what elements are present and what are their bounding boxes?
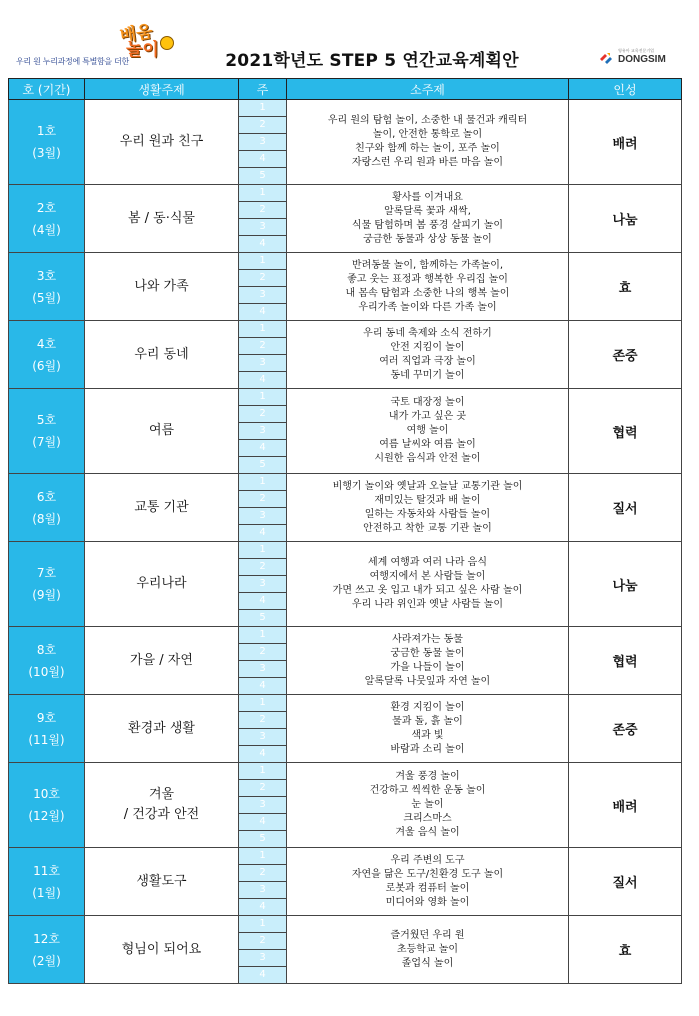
subtopic-line: 겨울 풍경 놀이 (395, 771, 460, 782)
subtopic-line: 내 몸속 탐험과 소중한 나의 행복 놀이 (345, 287, 510, 299)
subtopic-line: 동네 꾸미기 놀이 (390, 369, 465, 381)
week-number: 1 (239, 100, 287, 117)
character-trait: 배려 (569, 763, 682, 848)
theme-text: 우리 원과 친구 (119, 134, 204, 149)
subtopic-line: 우리 동네 축제와 소식 전하기 (363, 327, 492, 339)
theme-cell (85, 474, 239, 542)
subtopic-line: 반려동물 놀이, 함께하는 가족놀이, (351, 259, 504, 271)
theme-cell (85, 389, 239, 474)
week-number: 4 (239, 525, 287, 542)
subtopics-cell (287, 916, 569, 984)
subtopic-line: 우리 나라 위인과 옛날 사람들 놀이 (351, 599, 504, 610)
subtopic-line: 졸업식 놀이 (401, 957, 454, 969)
issue-month: (7월) (32, 435, 61, 449)
week-number: 1 (239, 848, 287, 865)
term-cell (9, 848, 85, 916)
week-number: 2 (239, 865, 287, 882)
week-number: 2 (239, 406, 287, 423)
issue-month: (1월) (32, 885, 61, 900)
week-number: 2 (239, 117, 287, 134)
subtopic-line: 여러 직업과 극장 놀이 (379, 355, 476, 367)
subtopic-line: 가을 나들이 놀이 (390, 661, 465, 673)
week-number: 3 (239, 287, 287, 304)
week-number: 1 (239, 389, 287, 406)
table-row (9, 763, 682, 780)
table-row (9, 185, 682, 202)
theme-text: 봄 / 동·식물 (127, 210, 195, 226)
subtopic-line: 바람과 소리 놀이 (390, 743, 465, 755)
table-row (9, 253, 682, 270)
theme-cell (85, 100, 239, 185)
issue-month: (11월) (28, 732, 65, 747)
subtopic-line: 내가 가고 싶은 곳 (388, 411, 467, 422)
term-cell (9, 695, 85, 763)
week-number: 1 (239, 253, 287, 270)
issue-number: 2호 (36, 200, 57, 215)
term-cell (9, 916, 85, 984)
term-cell (9, 542, 85, 627)
term-cell (9, 389, 85, 474)
week-number: 2 (239, 202, 287, 219)
subtopics-cell (287, 389, 569, 474)
issue-number: 4호 (36, 336, 57, 351)
week-number: 3 (239, 576, 287, 593)
subtopics-cell (287, 474, 569, 542)
week-number: 4 (239, 440, 287, 457)
week-number: 3 (239, 882, 287, 899)
subtopic-line: 여름 날씨와 여름 놀이 (379, 439, 476, 450)
issue-month: (4월) (32, 222, 61, 237)
issue-number: 11호 (33, 863, 60, 878)
character-trait: 존중 (569, 321, 682, 389)
term-cell (9, 185, 85, 253)
issue-number: 6호 (36, 489, 57, 504)
subtopic-line: 로봇과 컴퓨터 놀이 (385, 882, 470, 894)
week-number: 2 (239, 559, 287, 576)
week-number: 4 (239, 151, 287, 168)
week-number: 2 (239, 338, 287, 355)
subtopic-line: 여행 놀이 (406, 425, 449, 436)
theme-text: 형님이 되어요 (121, 941, 202, 957)
table-header-row (9, 79, 682, 100)
week-number: 5 (239, 610, 287, 627)
week-number: 3 (239, 219, 287, 236)
page-title: 2021학년도 STEP 5 연간교육계획안 (225, 51, 519, 71)
issue-month: (3월) (32, 146, 61, 160)
theme-text: 여름 (148, 423, 175, 438)
term-cell (9, 474, 85, 542)
week-number: 2 (239, 780, 287, 797)
week-number: 3 (239, 797, 287, 814)
subtopic-line: 알록달록 나뭇잎과 자연 놀이 (364, 675, 491, 687)
theme-cell (85, 253, 239, 321)
subtopic-line: 알록달록 꽃과 새싹, (384, 205, 471, 217)
week-number: 1 (239, 695, 287, 712)
week-number: 4 (239, 746, 287, 763)
character-trait: 나눔 (569, 542, 682, 627)
issue-number: 1호 (36, 124, 57, 138)
annual-plan-table (8, 78, 682, 984)
week-number: 1 (239, 321, 287, 338)
theme-text: 가을 / 자연 (130, 652, 193, 668)
logo-sun-icon (160, 36, 174, 50)
theme-text: 나와 가족 (134, 278, 189, 294)
subtopic-line: 친구와 함께 하는 놀이, 포주 놀이 (355, 143, 500, 154)
table-row (9, 695, 682, 712)
week-number: 2 (239, 933, 287, 950)
subtopic-line: 사라져가는 동물 (392, 633, 463, 645)
subtopic-line: 국토 대장정 놀이 (390, 397, 465, 408)
week-number: 1 (239, 916, 287, 933)
table-row (9, 848, 682, 865)
theme-cell (85, 185, 239, 253)
theme-text: / 건강과 안전 (123, 807, 200, 822)
subtopic-line: 여행지에서 본 사람들 놀이 (369, 571, 486, 582)
table-row (9, 321, 682, 338)
subtopics-cell (287, 848, 569, 916)
col-header-term: 호 (기간) (9, 79, 85, 100)
week-number: 1 (239, 185, 287, 202)
issue-number: 7호 (36, 566, 57, 580)
character-trait: 효 (569, 253, 682, 321)
week-number: 4 (239, 967, 287, 984)
week-number: 4 (239, 899, 287, 916)
week-number: 4 (239, 372, 287, 389)
theme-text: 우리나라 (136, 576, 187, 591)
subtopics-cell (287, 321, 569, 389)
subtopic-line: 건강하고 씩씩한 운동 놀이 (369, 785, 486, 796)
subtopic-line: 크리스마스 (403, 813, 452, 824)
table-row (9, 389, 682, 406)
subtopic-line: 세계 여행과 여러 나라 음식 (368, 557, 487, 568)
subtopic-line: 가면 쓰고 옷 입고 내가 되고 싶은 사람 놀이 (332, 585, 523, 596)
subtopics-cell (287, 695, 569, 763)
logo-bottom-word: 놀이 (126, 40, 159, 60)
issue-month: (2월) (32, 953, 61, 968)
table-row (9, 100, 682, 117)
subtopic-line: 물과 돌, 흙 놀이 (392, 715, 463, 727)
week-number: 3 (239, 355, 287, 372)
character-trait: 존중 (569, 695, 682, 763)
subtopic-line: 궁금한 동물 놀이 (390, 647, 465, 659)
week-number: 4 (239, 304, 287, 321)
subtopics-cell (287, 763, 569, 848)
character-trait: 협력 (569, 627, 682, 695)
subtopic-line: 초등학교 놀이 (396, 943, 459, 955)
week-number: 3 (239, 661, 287, 678)
character-trait: 질서 (569, 848, 682, 916)
brand-subtitle: 영유아 교육전문기업 (618, 48, 655, 53)
subtopics-cell (287, 100, 569, 185)
issue-month: (9월) (32, 588, 61, 602)
subtopic-line: 겨울 음식 놀이 (395, 827, 460, 838)
table-row (9, 542, 682, 559)
character-trait: 질서 (569, 474, 682, 542)
subtopic-line: 눈 놀이 (411, 799, 444, 810)
theme-cell (85, 695, 239, 763)
term-cell (9, 100, 85, 185)
subtopic-line: 안전하고 착한 교통 기관 놀이 (363, 522, 492, 534)
issue-number: 5호 (36, 413, 57, 427)
week-number: 3 (239, 950, 287, 967)
subtopic-line: 색과 빛 (411, 729, 444, 741)
theme-text: 겨울 (148, 787, 175, 802)
tagline: 우리 원 누리과정에 특별함을 더한 (16, 57, 129, 66)
issue-month: (12월) (28, 809, 65, 823)
subtopic-line: 우리 원의 탐험 놀이, 소중한 내 물건과 캐릭터 (327, 115, 528, 126)
subtopic-line: 즐거웠던 우리 원 (390, 929, 465, 941)
theme-cell (85, 848, 239, 916)
theme-cell (85, 763, 239, 848)
table-row (9, 916, 682, 933)
week-number: 3 (239, 729, 287, 746)
week-number: 4 (239, 814, 287, 831)
theme-text: 생활도구 (136, 873, 187, 889)
week-number: 1 (239, 542, 287, 559)
subtopic-line: 자연을 닮은 도구/친환경 도구 놀이 (351, 868, 504, 880)
subtopics-cell (287, 253, 569, 321)
col-header-week: 주 (239, 79, 287, 100)
col-header-trait: 인성 (569, 79, 682, 100)
subtopic-line: 재미있는 탈것과 배 놀이 (374, 494, 481, 506)
subtopic-line: 놀이, 안전한 통학로 놀이 (372, 129, 483, 140)
theme-text: 환경과 생활 (128, 720, 195, 736)
week-number: 1 (239, 627, 287, 644)
subtopic-line: 시원한 음식과 안전 놀이 (374, 453, 481, 464)
term-cell (9, 321, 85, 389)
issue-number: 10호 (33, 787, 60, 801)
week-number: 2 (239, 712, 287, 729)
theme-cell (85, 542, 239, 627)
subtopics-cell (287, 627, 569, 695)
week-number: 4 (239, 678, 287, 695)
subtopics-cell (287, 185, 569, 253)
theme-cell (85, 321, 239, 389)
week-number: 4 (239, 236, 287, 253)
week-number: 5 (239, 457, 287, 474)
week-number: 5 (239, 168, 287, 185)
issue-number: 3호 (36, 268, 57, 283)
term-cell (9, 763, 85, 848)
subtopic-line: 비행기 놀이와 옛날과 오늘날 교통기관 놀이 (332, 480, 523, 492)
week-number: 1 (239, 474, 287, 491)
issue-number: 12호 (33, 931, 60, 946)
character-trait: 배려 (569, 100, 682, 185)
theme-text: 교통 기관 (134, 499, 189, 515)
theme-cell (85, 627, 239, 695)
issue-month: (8월) (32, 511, 61, 526)
subtopic-line: 식물 탐험하며 봄 풍경 살피기 놀이 (351, 219, 504, 231)
subtopic-line: 안전 지킴이 놀이 (390, 341, 465, 353)
col-header-theme: 생활주제 (85, 79, 239, 100)
col-header-subtopics: 소주제 (287, 79, 569, 100)
week-number: 3 (239, 134, 287, 151)
theme-cell (85, 916, 239, 984)
week-number: 2 (239, 270, 287, 287)
table-body (9, 100, 682, 984)
week-number: 1 (239, 763, 287, 780)
baeum-nori-logo (116, 22, 178, 62)
table-row (9, 474, 682, 491)
issue-month: (6월) (32, 358, 61, 373)
character-trait: 나눔 (569, 185, 682, 253)
character-trait: 협력 (569, 389, 682, 474)
subtopic-line: 일하는 자동차와 사람들 놀이 (364, 508, 491, 520)
issue-number: 9호 (36, 710, 57, 725)
subtopics-cell (287, 542, 569, 627)
subtopic-line: 황사를 이겨내요 (392, 191, 463, 203)
week-number: 2 (239, 644, 287, 661)
subtopic-line: 좋고 웃는 표정과 행복한 우리집 놀이 (347, 273, 508, 285)
brand-name: DONGSIM (618, 54, 666, 65)
subtopic-line: 우리 주변의 도구 (390, 854, 465, 866)
week-number: 3 (239, 423, 287, 440)
subtopic-line: 자랑스런 우리 원과 바른 마음 놀이 (351, 157, 504, 168)
week-number: 2 (239, 491, 287, 508)
issue-month: (10월) (28, 664, 65, 679)
logo-top-word: 배움 (118, 21, 155, 47)
subtopic-line: 미디어와 영화 놀이 (385, 896, 470, 908)
term-cell (9, 253, 85, 321)
dongsim-logo-icon (598, 50, 614, 66)
subtopic-line: 우리가족 놀이와 다른 가족 놀이 (358, 301, 497, 313)
issue-month: (5월) (32, 290, 61, 305)
character-trait: 효 (569, 916, 682, 984)
table-row (9, 627, 682, 644)
theme-text: 우리 동네 (134, 346, 189, 362)
week-number: 3 (239, 508, 287, 525)
term-cell (9, 627, 85, 695)
week-number: 5 (239, 831, 287, 848)
issue-number: 8호 (36, 642, 57, 657)
page-header (0, 0, 699, 78)
week-number: 4 (239, 593, 287, 610)
subtopic-line: 궁금한 동물과 상상 동물 놀이 (363, 233, 492, 245)
subtopic-line: 환경 지킴이 놀이 (390, 701, 465, 713)
